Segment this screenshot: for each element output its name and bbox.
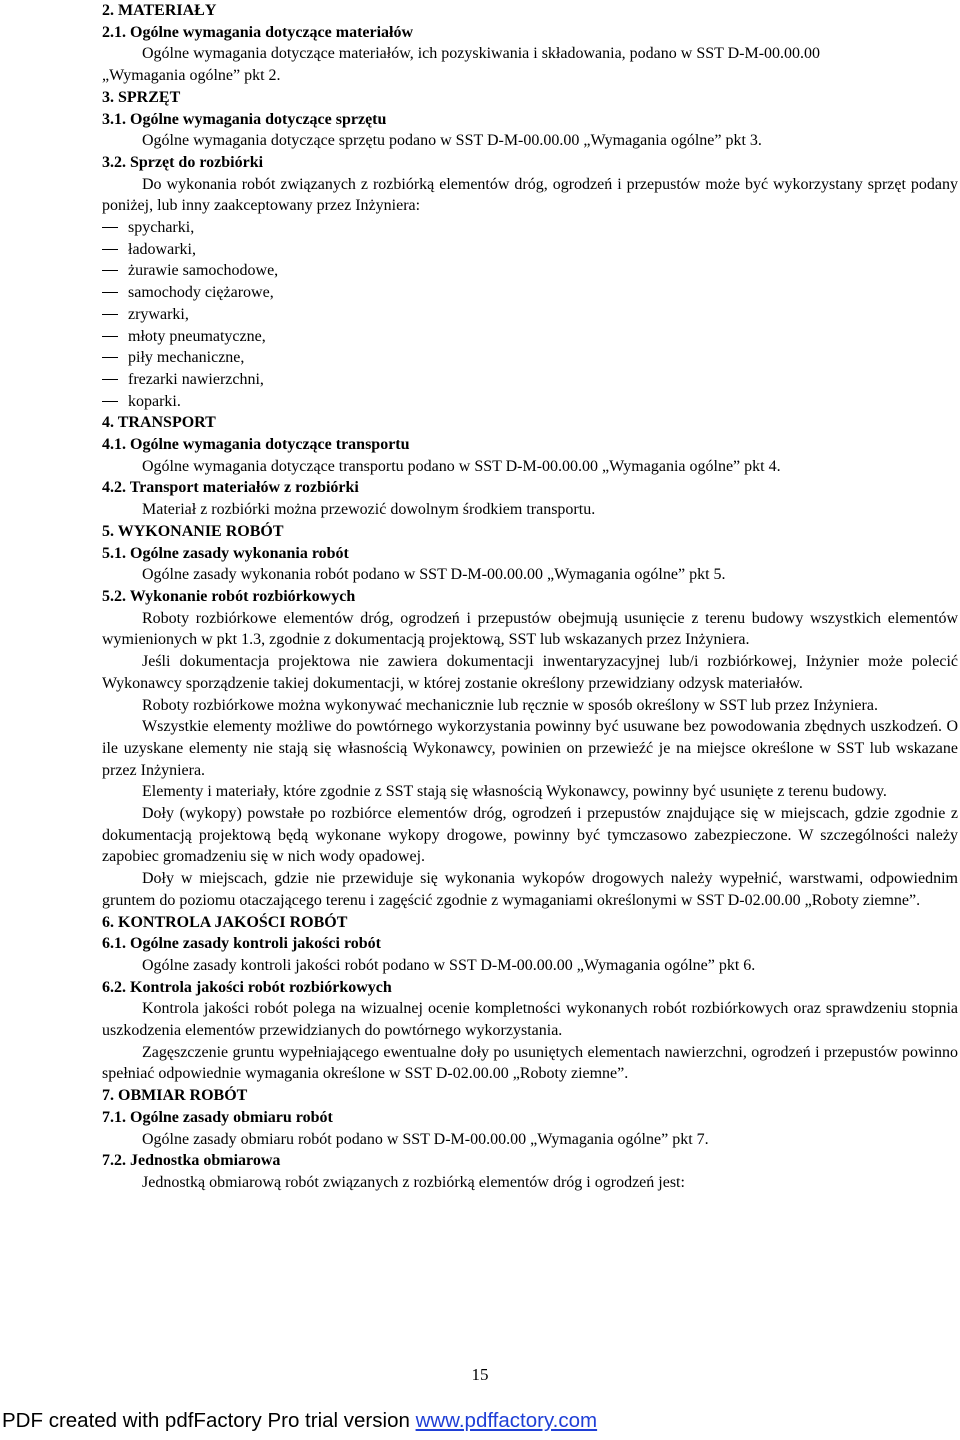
pdf-footer — [2, 1409, 597, 1433]
paragraph: Jeśli dokumentacja projektowa nie zawiera dokumentacji inwentaryzacyjnej lub/i rozbiórkowej, Inżynier może polecić Wykonawcy sporządzenie takiej dokumentacji, w której zostanie określony przewidziany odzysk materiałów. — [102, 653, 958, 692]
dash-bullet — [102, 249, 118, 250]
list-item: żurawie samochodowe, — [102, 260, 958, 282]
paragraph: Kontrola jakości robót polega na wizualnej ocenie kompletności wykonanych robót rozbiórkowych oraz sprawdzeniu stopnia uszkodzenia elementów przewidzianych do powtórnego wykorzystania. — [102, 1000, 958, 1040]
section-6-1-heading: 6.1. Ogólne zasady kontroli jakości robót — [102, 935, 381, 953]
section-7-2-heading: 7.2. Jednostka obmiarowa — [102, 1152, 281, 1170]
section-4-heading: 4. TRANSPORT — [102, 414, 216, 432]
section-6-2-heading: 6.2. Kontrola jakości robót rozbiórkowych — [102, 978, 392, 996]
list-item: spycharki, — [102, 217, 958, 239]
list-item: zrywarki, — [102, 304, 958, 326]
section-7-1-text: Ogólne zasady obmiaru robót podano w SST D-M-00.00.00 „Wymagania ogólne” pkt 7. — [142, 1130, 709, 1148]
list-item: młoty pneumatyczne, — [102, 326, 958, 348]
paragraph: Doły (wykopy) powstałe po rozbiórce elementów dróg, ogrodzeń i przepustów znajdujące się w miejscach, gdzie zgodnie z dokumentacją projektową będą wykonane wykopy drogowe, powinny być tymczasowo zabezpieczone. W szczególności należy zapobiec gromadzeniu się w nich wody opadowej. — [102, 805, 958, 866]
section-2-1-heading: 2.1. Ogólne wymagania dotyczące materiałów — [102, 23, 414, 41]
section-4-1-text: Ogólne wymagania dotyczące transportu podano w SST D-M-00.00.00 „Wymagania ogólne” pkt 4. — [142, 457, 781, 475]
footer-text: PDF created with pdfFactory Pro trial version — [2, 1409, 416, 1432]
paragraph: Zagęszczenie gruntu wypełniającego ewentualne doły po usuniętych elementach nawierzchni, ogrodzeń i przepustów powinno spełniać odpowiednie wymagania określone w SST D-02.00.00 „Roboty ziemne”. — [102, 1043, 958, 1083]
footer-link[interactable]: www.pdffactory.com — [415, 1409, 598, 1432]
paragraph: Roboty rozbiórkowe elementów dróg, ogrodzeń i przepustów obejmują usunięcie z terenu budowy wszystkich elementów wymienionych w pkt 1.3, zgodnie z dokumentacją projektową, SST lub wskazanych przez Inżyniera. — [102, 609, 958, 649]
document-page — [102, 0, 958, 1194]
list-item: piły mechaniczne, — [102, 347, 958, 369]
section-2-1-text-cont: „Wymagania ogólne” pkt 2. — [102, 67, 281, 85]
list-item: frezarki nawierzchni, — [102, 369, 958, 391]
dash-bullet — [102, 314, 118, 315]
dash-bullet — [102, 227, 118, 228]
list-item: ładowarki, — [102, 239, 958, 261]
dash-bullet — [102, 292, 118, 293]
dash-bullet — [102, 336, 118, 337]
section-3-2-text: Do wykonania robót związanych z rozbiórką elementów dróg, ogrodzeń i przepustów może być wykorzystany sprzęt podany poniżej, lub inny zaakceptowany przez Inżyniera: — [102, 175, 958, 215]
list-item: samochody ciężarowe, — [102, 282, 958, 304]
section-4-1-heading: 4.1. Ogólne wymagania dotyczące transportu — [102, 436, 410, 454]
paragraph: Roboty rozbiórkowe można wykonywać mechanicznie lub ręcznie w sposób określony w SST lub przez Inżyniera. — [142, 696, 878, 714]
dash-bullet — [102, 379, 118, 380]
section-7-heading: 7. OBMIAR ROBÓT — [102, 1087, 248, 1105]
list-item: koparki. — [102, 391, 958, 413]
dash-bullet — [102, 401, 118, 402]
section-2-heading: 2. MATERIAŁY — [102, 2, 217, 19]
page-number: 15 — [471, 1365, 489, 1384]
section-7-2-text: Jednostką obmiarową robót związanych z rozbiórką elementów dróg i ogrodzeń jest: — [142, 1173, 685, 1191]
section-5-1-heading: 5.1. Ogólne zasady wykonania robót — [102, 544, 349, 562]
section-5-2-heading: 5.2. Wykonanie robót rozbiórkowych — [102, 587, 356, 605]
section-6-1-text: Ogólne zasady kontroli jakości robót podano w SST D-M-00.00.00 „Wymagania ogólne” pkt 6. — [142, 956, 756, 974]
equipment-list — [102, 217, 958, 412]
section-3-heading: 3. SPRZĘT — [102, 88, 181, 106]
section-4-2-heading: 4.2. Transport materiałów z rozbiórki — [102, 479, 359, 497]
section-2-1-text: Ogólne wymagania dotyczące materiałów, ich pozyskiwania i składowania, podano w SST D-M-00.00.00 — [142, 45, 821, 63]
section-3-2-heading: 3.2. Sprzęt do rozbiórki — [102, 153, 264, 171]
section-4-2-text: Materiał z rozbiórki można przewozić dowolnym środkiem transportu. — [142, 501, 596, 519]
section-7-1-heading: 7.1. Ogólne zasady obmiaru robót — [102, 1108, 333, 1126]
paragraph: Doły w miejscach, gdzie nie przewiduje się wykonania wykopów drogowych należy wypełnić, warstwami, odpowiednim gruntem do poziomu otaczającego terenu i zagęścić zgodnie z wymaganiami określonymi w SST D-02.00.00 „Roboty ziemne”. — [102, 870, 958, 909]
section-6-heading: 6. KONTROLA JAKOŚCI ROBÓT — [102, 913, 348, 931]
dash-bullet — [102, 357, 118, 358]
paragraph: Elementy i materiały, które zgodnie z SST stają się własnością Wykonawcy, powinny być usunięte z terenu budowy. — [142, 783, 887, 801]
dash-bullet — [102, 270, 118, 271]
section-3-1-heading: 3.1. Ogólne wymagania dotyczące sprzętu — [102, 110, 387, 128]
section-3-1-text: Ogólne wymagania dotyczące sprzętu podano w SST D-M-00.00.00 „Wymagania ogólne” pkt 3. — [142, 132, 762, 150]
section-5-1-text: Ogólne zasady wykonania robót podano w SST D-M-00.00.00 „Wymagania ogólne” pkt 5. — [142, 566, 726, 584]
paragraph: Wszystkie elementy możliwe do powtórnego wykorzystania powinny być usuwane bez powodowania zbędnych uszkodzeń. O ile uzyskane elementy nie stają się własnością Wykonawcy, powinien on przewieźć je na miejsce określone w SST lub wskazane przez Inżyniera. — [102, 718, 958, 779]
section-5-heading: 5. WYKONANIE ROBÓT — [102, 522, 284, 540]
